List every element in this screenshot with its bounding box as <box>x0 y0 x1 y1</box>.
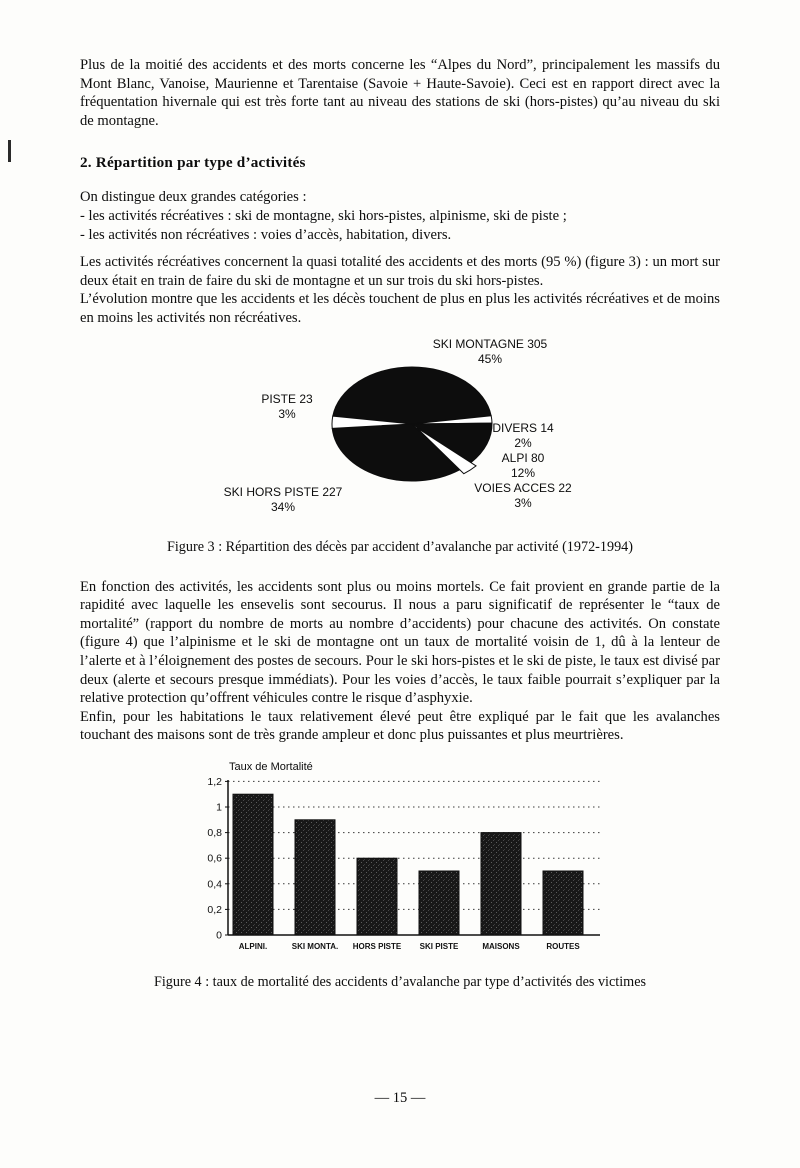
section-heading: 2. Répartition par type d’activités <box>80 154 306 172</box>
x-category-label: SKI PISTE <box>419 941 459 951</box>
bar-chart-title: Taux de Mortalité <box>229 760 313 773</box>
pie-label-right-stack <box>453 421 593 511</box>
x-category-label: ROUTES <box>546 941 580 951</box>
bar-ski-monta <box>295 820 335 935</box>
bar-svg <box>195 775 625 961</box>
y-tick-label: 0,4 <box>207 878 222 891</box>
pie-label-divers-pct: 2% <box>514 435 532 450</box>
pie-label-ski-montagne <box>410 337 570 367</box>
y-tick-label: 0,8 <box>207 826 222 839</box>
y-tick-label: 0 <box>216 929 222 942</box>
categories-item-recreatives: - les activités récréatives : ski de montagne, ski hors-pistes, alpinisme, ski de piste ; <box>80 207 567 224</box>
paragraph-recreatives-part2: L’évolution montre que les accidents et les décès touchent de plus en plus les activités récréatives et de moins en moins les activités non récréatives. <box>80 291 720 326</box>
pie-label-voies-acces-pct: 3% <box>514 495 532 510</box>
figure4-caption: Figure 4 : taux de mortalité des accidents d’avalanche par type d’activités des victimes <box>153 973 647 990</box>
paragraph-intro: Plus de la moitié des accidents et des morts concerne les “Alpes du Nord”, principalement les massifs du Mont Blanc, Vanoise, Maurienne et Tarentaise (Savoie + Haute-Savoie). Ceci est en rapport direct avec la fréquentation hivernale qui est très forte tant au niveau des stations de ski (hors-pistes) qu’au niveau du ski de montagne. <box>80 57 720 129</box>
x-category-label: ALPINI. <box>238 941 268 951</box>
bar-ski-piste <box>419 871 459 935</box>
bar-hors-piste <box>357 858 397 935</box>
figure4-bar-chart <box>195 761 635 966</box>
pie-label-text: SKI MONTAGNE 305 <box>432 336 548 351</box>
paragraph-recreatives-part1: Les activités récréatives concernent la quasi totalité des accidents et des morts (95 %) (figure 3) : un mort sur deux était en train de faire du ski de montagne et un sur trois du ski hors-pistes. <box>80 254 720 289</box>
paragraph-mortality <box>80 578 720 745</box>
x-category-label: SKI MONTA. <box>291 941 339 951</box>
bar-routes <box>543 871 583 935</box>
x-category-label: MAISONS <box>482 941 520 951</box>
categories-intro: On distingue deux grandes catégories : <box>80 189 307 206</box>
y-tick-label: 1,2 <box>207 775 222 788</box>
pie-label-pct: 45% <box>477 351 503 366</box>
paragraph-categories <box>80 188 720 244</box>
scan-artifact <box>8 140 11 162</box>
paragraph-mortality-part1: En fonction des activités, les accidents sont plus ou moins mortels. Ce fait provient en grande partie de la rapidité avec laquelle les ensevelis sont secourus. Il nous a paru significatif de représenter le “taux de mortalité” (rapport du nombre de morts au nombre d’accidents) pour chacune des activités. On constate (figure 4) que l’alpinisme et le ski de montagne ont un taux de mortalité voisin de 1, dû à la lenteur de l’alerte et à l’éloignement des postes de secours. Pour le ski hors-pistes et le ski de piste, le taux est divisé par deux (alerte et secours presque immédiats). Pour les voies d’accès, le taux faible pourrait s’expliquer par la relative protection qu’offrent véhicules contre le risque d’asphyxie. <box>80 578 720 707</box>
pie-label-pct: 34% <box>270 499 296 514</box>
paragraph-recreatives <box>80 253 720 327</box>
pie-label-text: SKI HORS PISTE 227 <box>223 484 343 499</box>
y-tick-label: 0,6 <box>207 852 222 865</box>
pie-label-text: PISTE 23 <box>261 391 313 406</box>
bar-maisons <box>481 832 521 934</box>
x-category-label: HORS PISTE <box>352 941 402 951</box>
y-tick-label: 1 <box>216 801 222 814</box>
pie-label-voies-acces: VOIES ACCES 22 <box>474 480 572 495</box>
y-tick-label: 0,2 <box>207 903 222 916</box>
page-number: — 15 — <box>374 1090 426 1106</box>
pie-slice <box>333 367 491 424</box>
pie-label-ski-hors-piste <box>203 485 363 515</box>
pie-label-piste <box>227 392 347 422</box>
categories-item-non-recreatives: - les activités non récréatives : voies d’accès, habitation, divers. <box>80 226 452 243</box>
figure3-pie-chart <box>80 337 720 527</box>
figure3-caption: Figure 3 : Répartition des décès par accident d’avalanche par activité (1972-1994) <box>166 538 634 555</box>
pie-label-alpi-pct: 12% <box>510 465 536 480</box>
pie-label-pct: 3% <box>278 406 296 421</box>
bar-alpini <box>233 794 273 935</box>
pie-label-alpi: ALPI 80 <box>501 450 545 465</box>
paragraph-mortality-part2: Enfin, pour les habitations le taux relativement élevé peut être expliqué par le fait que les avalanches touchant des maisons sont de très grande ampleur et donc plus puissantes et plus meurtrières. <box>80 708 720 744</box>
pie-label-divers: DIVERS 14 <box>492 420 554 435</box>
